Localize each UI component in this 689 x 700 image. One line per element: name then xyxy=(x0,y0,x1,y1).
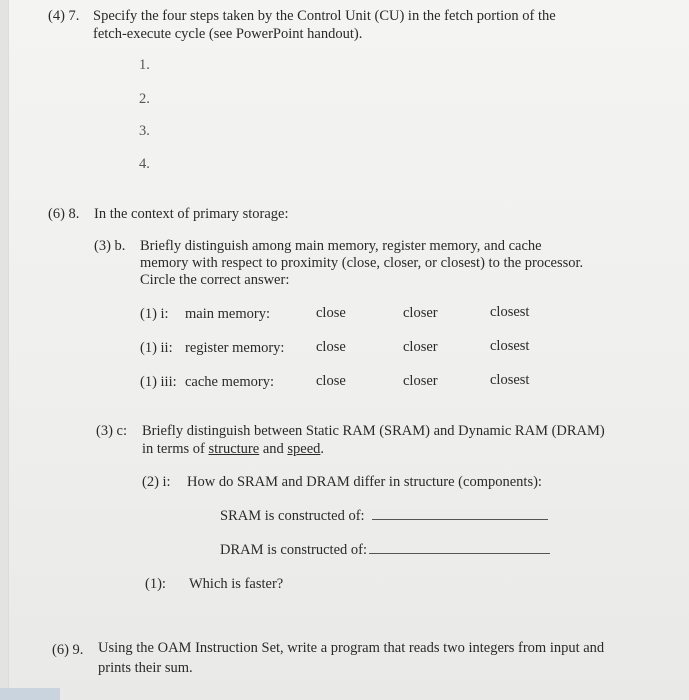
q8b-row2-closer[interactable]: closer xyxy=(403,339,438,355)
q9-points: (6) 9. xyxy=(52,642,84,658)
q8b-row3-close[interactable]: close xyxy=(316,373,346,389)
q8c-line1: Briefly distinguish between Static RAM (SRAM) and Dynamic RAM (DRAM) xyxy=(142,423,605,439)
q8b-row1-label: (1) i: xyxy=(140,306,169,322)
q9-line2: prints their sum. xyxy=(98,660,193,676)
q8b-row3-label: (1) iii: xyxy=(140,374,177,390)
dram-label: DRAM is constructed of: xyxy=(220,542,367,558)
q7-points: (4) 7. xyxy=(48,8,80,24)
q8b-line2: memory with respect to proximity (close, closer, or closest) to the processor. xyxy=(140,255,584,271)
q8c-label: (3) c: xyxy=(96,423,127,439)
q8b-row1-closer[interactable]: closer xyxy=(403,305,438,321)
q7-step-3: 3. xyxy=(139,123,150,139)
sram-label: SRAM is constructed of: xyxy=(220,508,365,524)
q7-text-line2: fetch-execute cycle (see PowerPoint handout). xyxy=(93,26,363,42)
q7-step-4: 4. xyxy=(139,156,150,172)
q8c-ii-label: (1): xyxy=(145,576,166,592)
q8b-row2-name: register memory: xyxy=(185,340,285,356)
q8b-row1-close[interactable]: close xyxy=(316,305,346,321)
speed-term: speed xyxy=(287,441,321,457)
q7-text-line1: Specify the four steps taken by the Control Unit (CU) in the fetch portion of the xyxy=(93,8,556,24)
q7-step-2: 2. xyxy=(139,91,150,107)
q8b-label: (3) b. xyxy=(94,238,126,254)
q8b-row1-closest[interactable]: closest xyxy=(490,304,530,320)
q8b-row2-close[interactable]: close xyxy=(316,339,346,355)
q9-line1: Using the OAM Instruction Set, write a program that reads two integers from input and xyxy=(98,640,605,656)
q8b-row2-label: (1) ii: xyxy=(140,340,173,356)
q8b-line1: Briefly distinguish among main memory, register memory, and cache xyxy=(140,238,542,254)
corner-overlay xyxy=(0,688,60,700)
q8b-row2-closest[interactable]: closest xyxy=(490,338,530,354)
q8c-i-text: How do SRAM and DRAM differ in structure (components): xyxy=(187,474,542,490)
q8b-row3-closest[interactable]: closest xyxy=(490,372,530,388)
page-edge xyxy=(0,0,9,700)
q8c-i-label: (2) i: xyxy=(142,474,171,490)
q8c-line2: in terms of structure and speed. xyxy=(142,441,325,457)
q8b-line3: Circle the correct answer: xyxy=(140,272,290,288)
q8-intro: In the context of primary storage: xyxy=(94,206,289,222)
q8c-ii-text: Which is faster? xyxy=(189,576,284,592)
q8b-row1-name: main memory: xyxy=(185,306,270,322)
q8b-row3-name: cache memory: xyxy=(185,374,274,390)
dram-answer-blank[interactable] xyxy=(369,553,550,554)
q8b-row3-closer[interactable]: closer xyxy=(403,373,438,389)
q8-points: (6) 8. xyxy=(48,206,80,222)
sram-answer-blank[interactable] xyxy=(372,519,548,520)
structure-term: structure xyxy=(208,441,260,457)
q7-step-1: 1. xyxy=(139,57,150,73)
